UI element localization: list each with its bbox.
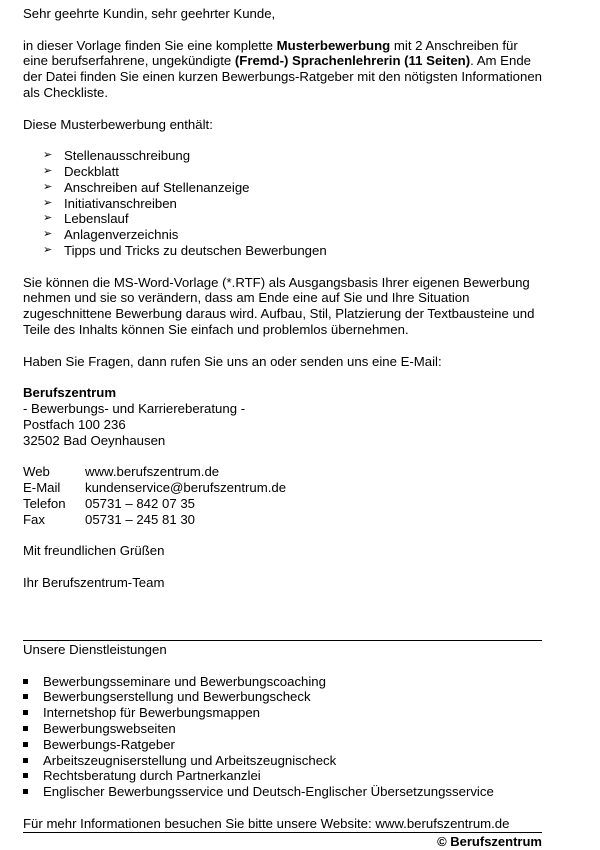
signature: Ihr Berufszentrum-Team [23, 574, 165, 590]
service-label: Internetshop für Bewerbungsmappen [43, 705, 261, 721]
list-item [23, 705, 543, 721]
list-item [43, 148, 543, 164]
list-item [23, 737, 543, 753]
list-item-label: Initiativanschreiben [64, 195, 177, 211]
square-bullet-icon [23, 789, 28, 794]
arrow-bullet-icon: ➢ [43, 149, 53, 162]
list-item [23, 768, 543, 784]
divider [23, 640, 542, 641]
footer-divider [23, 832, 542, 833]
intro-text-3: . Am Ende der Datei finden Sie einen kurzen Bewerbungs-Ratgeber mit den nötigsten Informationen als Checkliste. [23, 53, 543, 100]
contact-email [23, 480, 543, 496]
service-label: Bewerbungswebseiten [43, 720, 176, 736]
contact-web-link[interactable]: www.berufszentrum.de [85, 464, 220, 480]
square-bullet-icon [23, 679, 28, 684]
square-bullet-icon [23, 710, 28, 715]
square-bullet-icon [23, 742, 28, 747]
contact-fax [23, 512, 543, 528]
intro-text-1: in dieser Vorlage finden Sie eine komplette [23, 37, 277, 53]
copyright: © Berufszentrum [437, 834, 542, 849]
contact-label: Web [23, 464, 50, 480]
list-item-label: Deckblatt [64, 163, 119, 179]
company-name: Berufszentrum [23, 385, 117, 401]
list-item-label: Anschreiben auf Stellenanzeige [64, 179, 250, 195]
list-item [43, 227, 543, 243]
intro-paragraph [23, 38, 543, 101]
contents-heading: Diese Musterbewerbung enthält: [23, 116, 213, 132]
square-bullet-icon [23, 758, 28, 763]
closing: Mit freundlichen Grüßen [23, 543, 165, 559]
company-street: Postfach 100 236 [23, 416, 126, 432]
list-item [43, 164, 543, 180]
list-item-label: Stellenausschreibung [64, 148, 191, 164]
address-block [23, 385, 543, 448]
list-item-label: Lebenslauf [64, 211, 129, 227]
arrow-bullet-icon: ➢ [43, 196, 53, 209]
contact-label: Fax [23, 511, 45, 527]
arrow-bullet-icon: ➢ [43, 228, 53, 241]
company-subtitle: - Bewerbungs- und Karriereberatung - [23, 400, 246, 416]
contact-phone [23, 496, 543, 512]
company-city: 32502 Bad Oeynhausen [23, 432, 166, 448]
intro-text-2: mit 2 Anschreiben für eine berufserfahrene, ungekündigte [23, 37, 518, 69]
contact-email-link[interactable]: kundenservice@berufszentrum.de [85, 479, 287, 495]
service-label: Bewerbungsseminare und Bewerbungscoaching [43, 673, 326, 689]
list-item [23, 784, 543, 800]
list-item [23, 674, 543, 690]
square-bullet-icon [23, 773, 28, 778]
contact-fax-value: 05731 – 245 81 30 [85, 511, 196, 527]
intro-bold-1: Musterbewerbung [276, 37, 391, 53]
service-label: Bewerbungs-Ratgeber [43, 736, 175, 752]
contact-web [23, 464, 543, 480]
contact-label: E-Mail [23, 479, 61, 495]
square-bullet-icon [23, 726, 28, 731]
list-item [43, 243, 543, 259]
list-item [43, 180, 543, 196]
contact-label: Telefon [23, 495, 66, 511]
services-section [23, 642, 543, 832]
contact-phone-value: 05731 – 842 07 35 [85, 495, 196, 511]
usage-paragraph: Sie können die MS-Word-Vorlage (*.RTF) als Ausgangsbasis Ihrer eigenen Bewerbung nehmen und sie so verändern, dass am Ende eine auf Sie und Ihre Situation zugeschnittene Bewerbung daraus wird. Aufbau, Stil, Platzierung der Textbausteine und Teile des Inhalts können Sie einfach und problemlos übernehmen. [23, 274, 535, 337]
arrow-bullet-icon: ➢ [43, 180, 53, 193]
list-item [43, 196, 543, 212]
services-heading: Unsere Dienstleistungen [23, 642, 167, 657]
arrow-bullet-icon: ➢ [43, 212, 53, 225]
list-item [43, 211, 543, 227]
list-item [23, 689, 543, 705]
service-label: Bewerbungserstellung und Bewerbungscheck [43, 689, 311, 705]
greeting: Sehr geehrte Kundin, sehr geehrter Kunde, [23, 6, 276, 21]
contents-list [23, 148, 543, 259]
arrow-bullet-icon: ➢ [43, 164, 53, 177]
square-bullet-icon [23, 694, 28, 699]
list-item [23, 753, 543, 769]
letter-body [23, 6, 543, 590]
services-list [23, 674, 543, 800]
service-label: Englischer Bewerbungsservice und Deutsch-Englischer Übersetzungsservice [43, 784, 494, 800]
service-label: Rechtsberatung durch Partnerkanzlei [43, 768, 261, 784]
arrow-bullet-icon: ➢ [43, 243, 53, 256]
intro-bold-2: (Fremd-) Sprachenlehrerin (11 Seiten) [234, 53, 471, 69]
list-item-label: Anlagenverzeichnis [64, 227, 179, 243]
service-label: Arbeitszeugniserstellung und Arbeitszeugnischeck [43, 752, 337, 768]
list-item-label: Tipps und Tricks zu deutschen Bewerbungen [64, 242, 327, 258]
questions-paragraph: Haben Sie Fragen, dann rufen Sie uns an oder senden uns eine E-Mail: [23, 353, 442, 369]
list-item [23, 721, 543, 737]
contact-block [23, 464, 543, 527]
footer-info: Für mehr Informationen besuchen Sie bitte unsere Website: www.berufszentrum.de [23, 815, 510, 831]
